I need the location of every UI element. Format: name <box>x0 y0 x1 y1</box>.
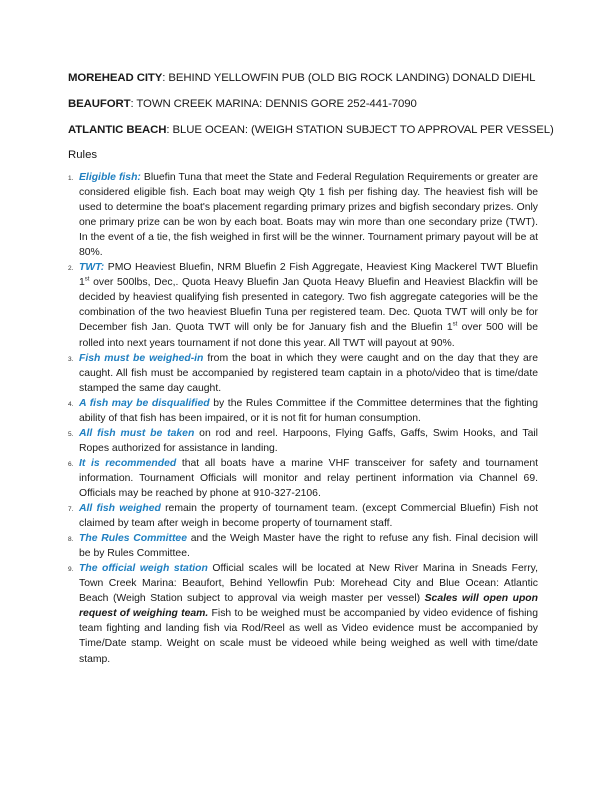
rule-body: remain the property of tournament team. (except Commercial Bluefin) Fish not claimed by team after weigh in become property of tournament staff. <box>79 503 538 530</box>
rule-lead: The Rules Committee <box>79 533 187 545</box>
rule-item-property <box>68 501 538 531</box>
rule-number: 2. <box>68 265 74 273</box>
rule-lead: A fish may be disqualified <box>79 397 210 409</box>
rule-lead: The official weigh station <box>79 563 208 575</box>
rule-body: PMO Heaviest Bluefin, NRM Bluefin 2 Fish Aggregate, Heaviest King Mackerel TWT Bluefin 1 <box>79 262 538 289</box>
rules-heading: Rules <box>68 149 98 161</box>
rule-item-weigh-in <box>68 351 538 396</box>
rule-item-vhf <box>68 456 538 501</box>
location-beaufort <box>68 98 417 110</box>
rule-lead: Eligible fish: <box>79 172 141 183</box>
rule-body: that all boats have a marine VHF transceiver for safety and tournament information. Tournament Officials will monitor and relay pertinent information via Channel 69. Officials may be reached by phone at 910-327-2106. <box>79 457 539 499</box>
location-name: MOREHEAD CITY <box>68 72 163 84</box>
location-detail: : TOWN CREEK MARINA: DENNIS GORE 252-441-7090 <box>130 98 417 110</box>
rule-item-disqualified <box>68 396 538 426</box>
location-name: ATLANTIC BEACH <box>68 124 167 136</box>
rule-body: over 500lbs, Dec,. Quota Heavy Bluefin Jan Quota Heavy Bluefin and Heaviest Blackfin will be decided by heaviest qualifying fish presented in category. Two fish aggregate categories will be the combination of the two heaviest Bluefin Tuna per registered team. Dec. Quota TWT will only be for December fish Jan. Quota TWT will only be for January fish and the Bluefin 1 <box>79 277 538 334</box>
location-detail: : BEHIND YELLOWFIN PUB (OLD BIG ROCK LANDING) DONALD DIEHL <box>162 72 536 84</box>
rule-number: 1. <box>68 175 74 182</box>
rule-body: over 500 will be rolled into next years tournament if not done this year. All TWT will payout at 90%. <box>79 322 538 349</box>
rule-number: 6. <box>68 460 74 468</box>
rule-lead: Fish must be weighed-in <box>79 352 204 364</box>
location-morehead-city <box>68 72 535 84</box>
rule-item-rules-committee <box>68 531 538 561</box>
rules-list <box>68 170 538 667</box>
rule-body: by the Rules Committee if the Committee determines that the fighting ability of that fish has been impaired, or it is not fit for human consumption. <box>79 397 538 424</box>
location-atlantic-beach <box>68 124 554 136</box>
rule-number: 7. <box>68 506 74 514</box>
rule-number: 9. <box>68 566 74 574</box>
rule-body: Fish to be weighed must be accompanied by video evidence of fishing team fighting and landing fish via Rod/Reel as well as Video evidence must be accompanied by Time/Date stamp. Weight on scale must be videoed while being weighed as well with time/date stamp. <box>79 608 538 665</box>
rule-item-weigh-station <box>68 561 538 666</box>
rule-body: from the boat in which they were caught and on the day that they are caught. All fish must be accompanied by registered team captain in a photo/video that is time/date stamped the same day caught. <box>79 352 539 394</box>
rule-body: and the Weigh Master have the right to refuse any fish. Final decision will be by Rules Committee. <box>79 533 538 560</box>
rule-body: Official scales will be located at New River Marina in Sneads Ferry, Town Creek Marina: Beaufort, Behind Yellowfin Pub: Morehead City and Blue Ocean: Atlantic Beach (Weigh Station subject to approval via weigh master per vessel) <box>79 563 538 605</box>
rule-item-twt <box>68 260 538 350</box>
rule-number: 4. <box>68 400 74 408</box>
location-detail: : BLUE OCEAN: (WEIGH STATION SUBJECT TO APPROVAL PER VESSEL) <box>166 124 554 136</box>
rule-lead: It is recommended <box>79 457 177 469</box>
rule-number: 3. <box>68 355 74 363</box>
rule-number: 8. <box>68 536 74 544</box>
rule-body: Bluefin Tuna that meet the State and Federal Regulation Requirements or greater are considered eligible fish. Each boat may weigh Qty 1 fish per fishing day. The heaviest fish will be used to determine the boat's placement regarding primary prizes and bigfish secondary prizes. Only one primary prize can be won by each boat. Boats may win more than one secondary prize (TWT). In the event of a tie, the fish weighed in first will be the winner. Tournament primary payout will be at 80%. <box>79 172 538 259</box>
rule-item-rod-and-reel <box>68 426 538 456</box>
rule-item-eligible-fish <box>68 170 538 260</box>
rule-number: 5. <box>68 430 74 438</box>
rule-lead: All fish must be taken <box>79 427 195 439</box>
rule-emphasis: Scales will open upon request of weighing team. <box>79 593 538 620</box>
rule-body: on rod and reel. Harpoons, Flying Gaffs, Gaffs, Swim Hooks, and Tail Ropes authorized for assistance in landing. <box>79 427 538 454</box>
ordinal-suffix: st <box>452 322 458 328</box>
ordinal-suffix: st <box>84 276 90 283</box>
rule-lead: All fish weighed <box>79 503 161 515</box>
rule-lead: TWT: <box>79 262 105 274</box>
location-name: BEAUFORT <box>68 98 131 110</box>
